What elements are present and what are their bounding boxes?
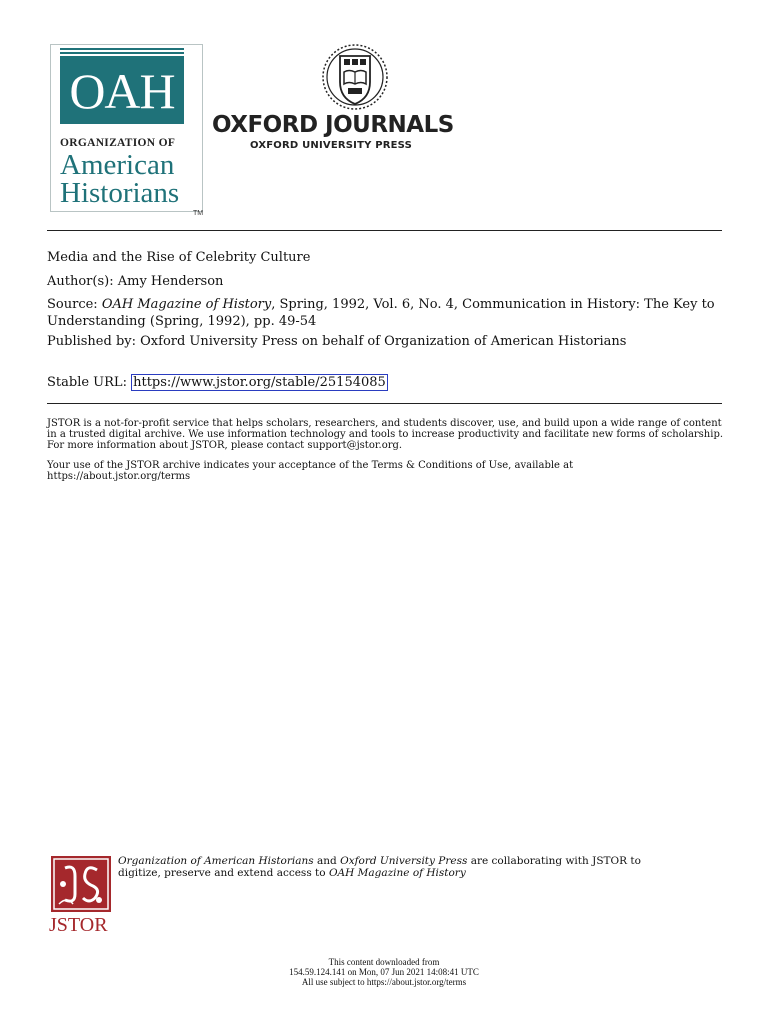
oah-logo-historians: Historians [60, 177, 180, 209]
stable-url-label: Stable URL: [47, 375, 127, 390]
oah-logo-american: American [60, 149, 175, 181]
jstor-logo [49, 856, 115, 936]
collab-org1: Organization of American Historians [118, 855, 314, 867]
oxford-crest-icon [322, 42, 388, 112]
article-title: Media and the Rise of Celebrity Culture [47, 250, 311, 265]
top-divider [47, 230, 722, 231]
source-details: , Spring, 1992, Vol. 6, No. 4, Communication in History: The Key to Understanding (Spring, 1992), pp. 49-54 [47, 297, 715, 329]
collab-and: and [317, 855, 337, 867]
article-authors [47, 273, 727, 290]
oah-logo-letters: OAH [69, 63, 175, 119]
collab-org2: Oxford University Press [340, 855, 468, 867]
oah-logo [50, 44, 205, 224]
authors-value: Amy Henderson [117, 274, 224, 289]
jstor-ornament-icon [51, 856, 111, 912]
footer-line-2: 154.59.124.141 on Mon, 07 Jun 2021 14:08:41 UTC [289, 967, 479, 977]
published-value: Oxford University Press on behalf of Organization of American Historians [140, 334, 627, 349]
oxford-university-press-subtitle: OXFORD UNIVERSITY PRESS [250, 140, 413, 151]
jstor-about-notice: JSTOR is a not-for-profit service that helps scholars, researchers, and students discover, use, and build upon a wide range of content in a trusted digital archive. We use information technology and tools to increase productivity and facilitate new forms of scholarship. For more information about JSTOR, please contact support@jstor.org. [47, 418, 724, 451]
oah-logo-org-line: ORGANIZATION OF [60, 137, 176, 149]
authors-label: Author(s): [47, 274, 114, 289]
stable-url-link[interactable]: https://www.jstor.org/stable/25154085 [133, 375, 386, 390]
article-publisher [47, 333, 667, 350]
footer-line-1: This content downloaded from [328, 957, 440, 967]
oxford-journals-title: OXFORD JOURNALS [212, 112, 454, 138]
article-stable-url [47, 374, 727, 391]
collab-journal: OAH Magazine of History [328, 867, 466, 879]
source-journal: OAH Magazine of History [101, 297, 272, 312]
middle-divider [47, 403, 722, 404]
jstor-logo-word: JSTOR [49, 914, 108, 936]
footer-line-3: All use subject to https://about.jstor.org/terms [301, 977, 467, 987]
jstor-logo-mark [51, 856, 111, 912]
article-source [47, 296, 727, 330]
terms-notice: Your use of the JSTOR archive indicates your acceptance of the Terms & Conditions of Use, available at https://about.jstor.org/terms [47, 460, 574, 482]
collaboration-statement [118, 855, 678, 879]
oah-logo-trademark: TM [193, 210, 204, 217]
download-footer [184, 957, 584, 987]
published-label: Published by: [47, 334, 136, 349]
source-label: Source: [47, 297, 98, 312]
collab-text: are collaborating with JSTOR to digitize, preserve and extend access to [118, 855, 641, 879]
